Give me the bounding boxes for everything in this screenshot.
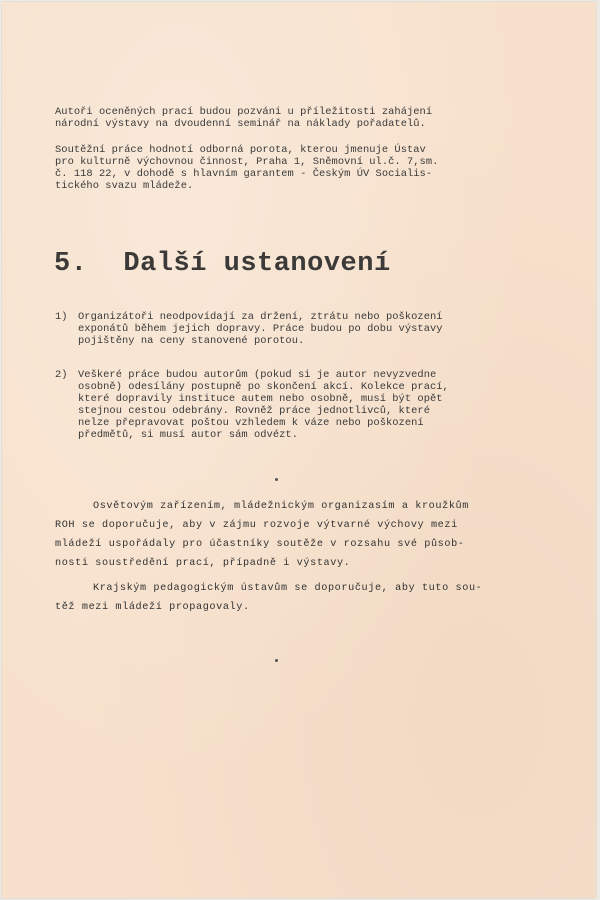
stray-ink-dot	[275, 478, 278, 481]
section-heading	[54, 248, 391, 280]
item-2-line: nelze přepravovat poštou vzhledem k váze nebo poškození	[78, 417, 424, 429]
item-2-line: stejnou cestou odebrány. Rovněž práce jednotlivců, které	[78, 405, 430, 417]
intro-para2-line: č. 118 22, v dohodě s hlavním garantem - Českým ÚV Socialis-	[55, 168, 433, 180]
recommendation-para2-line: Krajským pedagogickým ústavům se doporučuje, aby tuto sou-	[93, 583, 483, 594]
intro-para2-line: pro kulturně výchovnou činnost, Praha 1, Sněmovní ul.č. 7,sm.	[55, 156, 439, 168]
recommendation-para1-line: mládeží uspořádaly pro účastníky soutěže v rozsahu své působ-	[55, 539, 465, 550]
recommendation-para1-line: ROH se doporučuje, aby v zájmu rozvoje výtvarné výchovy mezi	[55, 520, 458, 531]
section-number: 5.	[54, 249, 88, 279]
recommendation-para1-line: nosti soustředění prací, případně i výstavy.	[55, 558, 351, 569]
intro-para2-line: Soutěžní práce hodnotí odborná porota, kterou jmenuje Ústav	[55, 144, 426, 156]
item-2-line: osobně) odesílány postupně po skončení akcí. Kolekce prací,	[78, 381, 449, 393]
item-1-line: exponátů během jejich dopravy. Práce budou po dobu výstavy	[78, 323, 443, 335]
item-2-line: Veškeré práce budou autorům (pokud si je autor nevyzvedne	[78, 369, 437, 381]
recommendation-para1-line: Osvětovým zařízením, mládežnickým organizasím a kroužkům	[93, 501, 469, 512]
item-2-line: které dopravily instituce autem nebo osobně, musí být opět	[78, 393, 443, 405]
item-1-line: pojištěny na ceny stanovené porotou.	[78, 335, 305, 347]
section-title: Další ustanovení	[123, 249, 391, 279]
intro-para2-line: tického svazu mládeže.	[55, 180, 194, 192]
item-2-marker: 2)	[55, 369, 68, 381]
item-1-line: Organizátoři neodpovídají za držení, ztrátu nebo poškození	[78, 311, 443, 323]
item-2-line: předmětů, si musí autor sám odvézt.	[78, 429, 298, 441]
recommendation-para2-line: těž mezi mládeží propagovaly.	[55, 602, 250, 613]
item-1-marker: 1)	[55, 311, 68, 323]
document-page	[2, 2, 596, 898]
stray-ink-dot	[275, 659, 278, 662]
intro-para1-line: Autoři oceněných prací budou pozváni u příležitosti zahájení	[55, 106, 433, 118]
intro-para1-line: národní výstavy na dvoudenní seminář na náklady pořadatelů.	[55, 118, 426, 130]
